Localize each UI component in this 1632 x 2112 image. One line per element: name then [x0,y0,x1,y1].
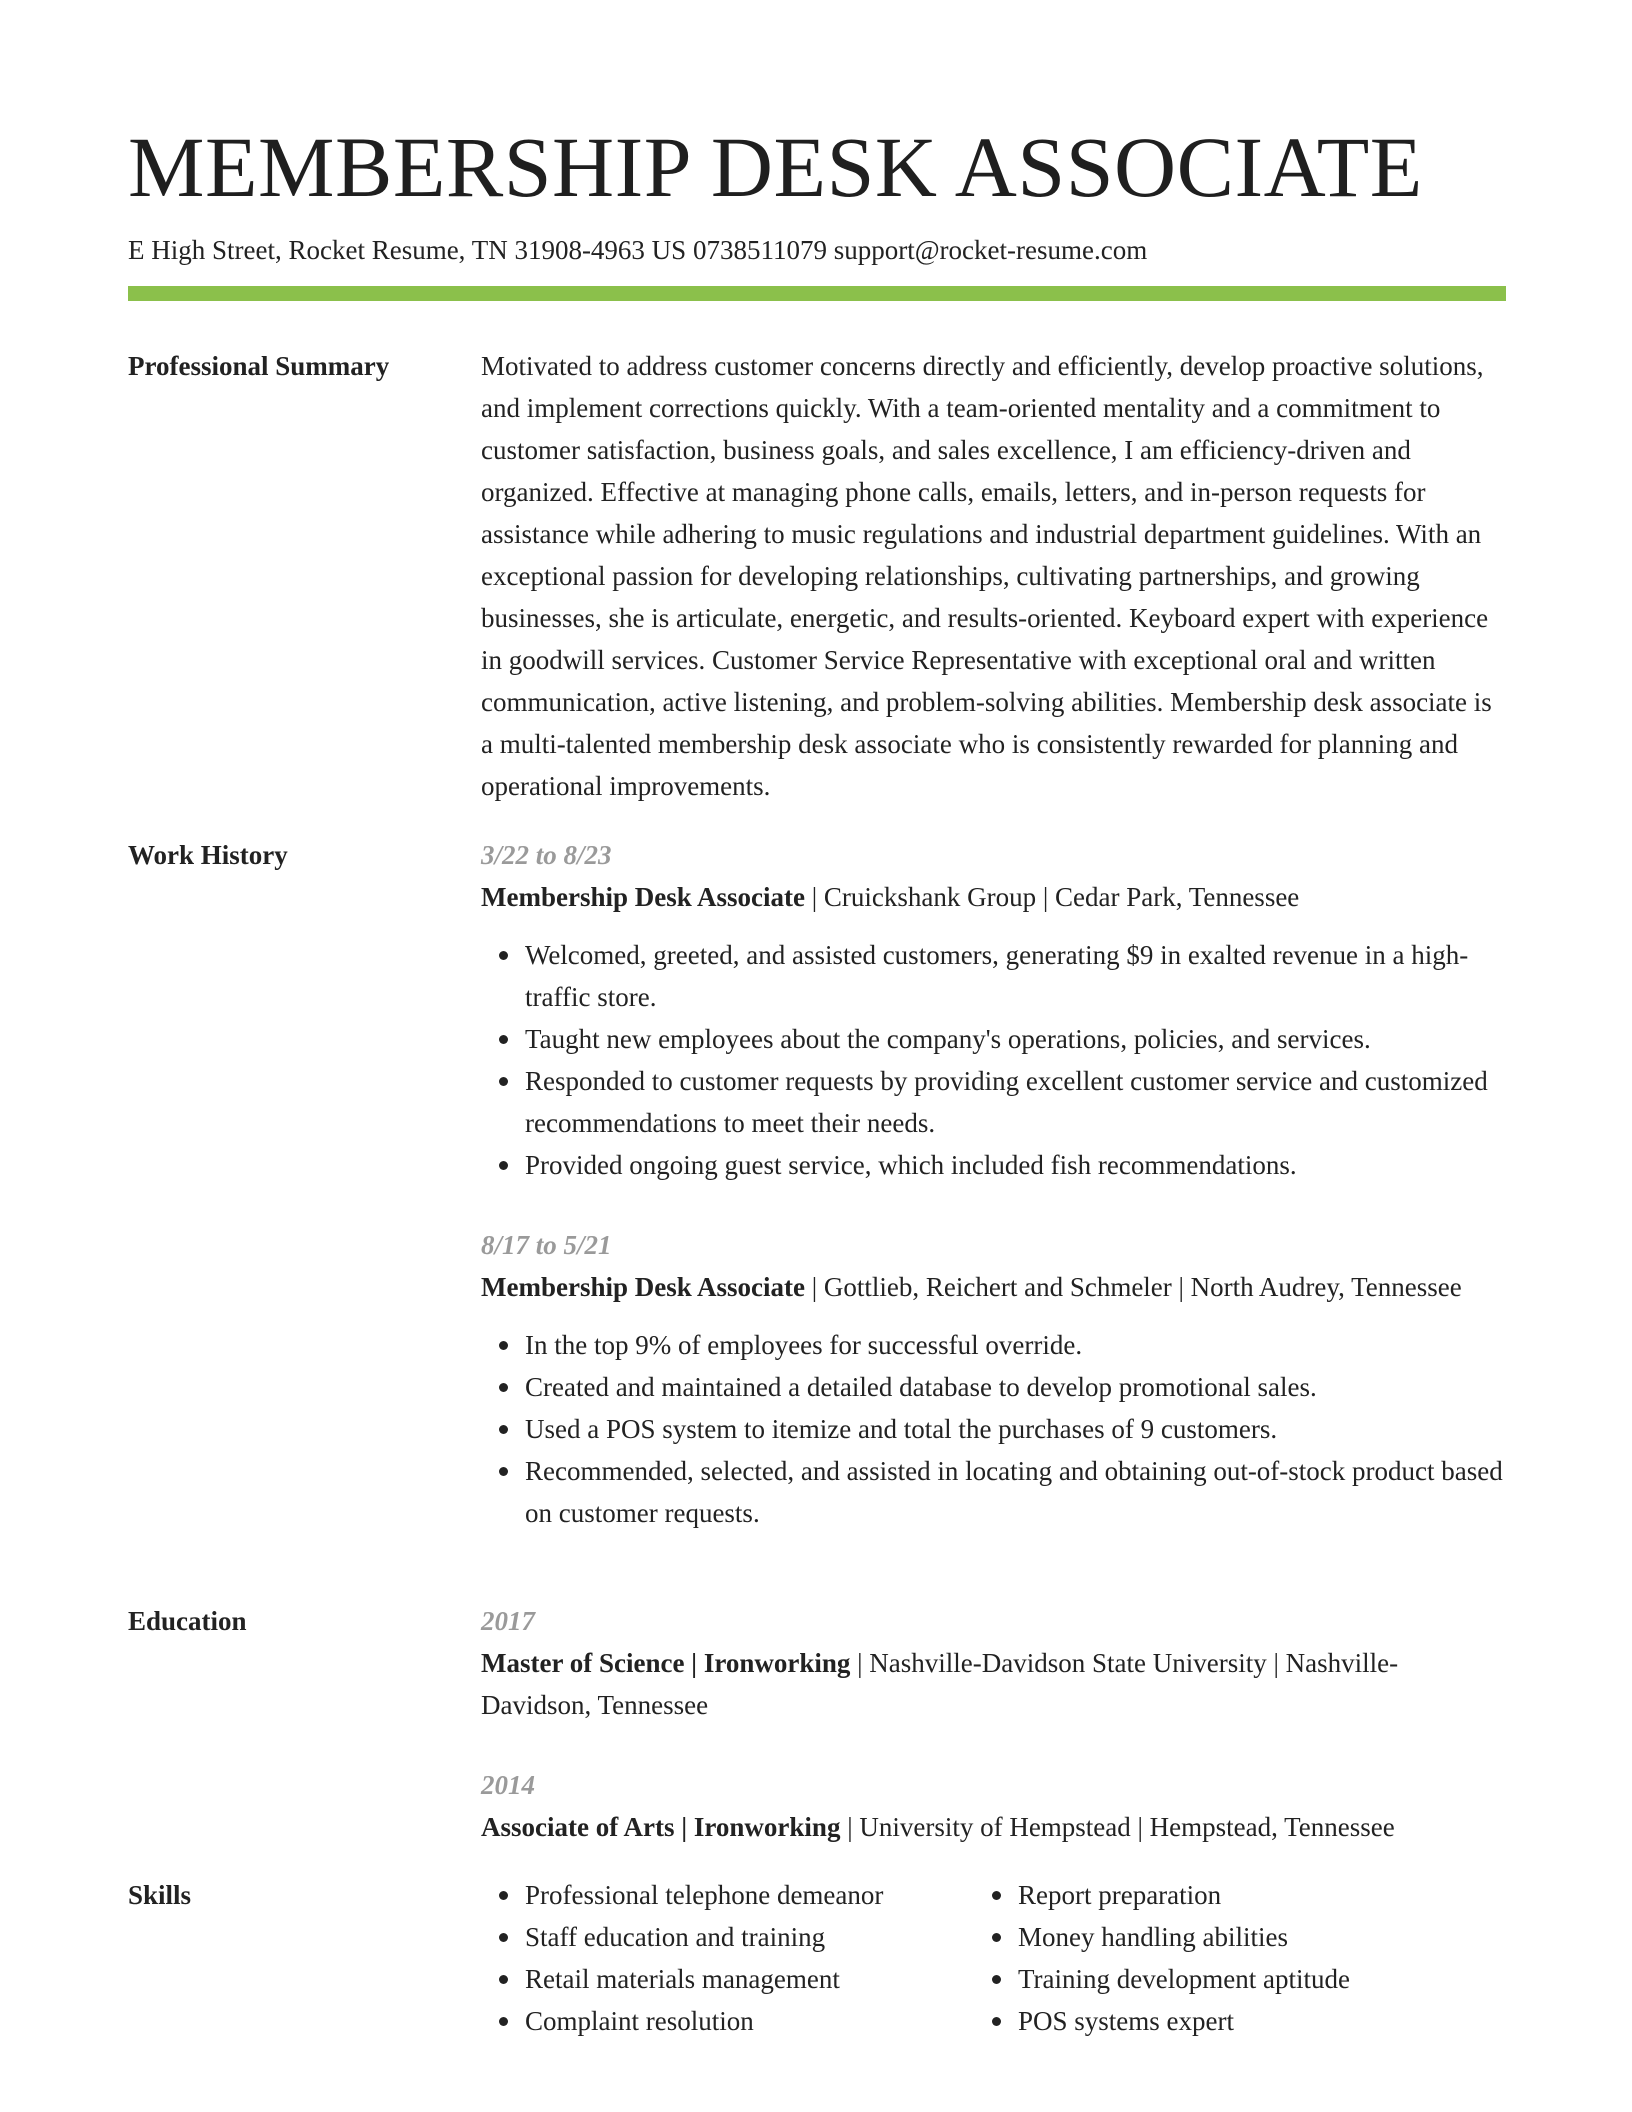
education-degree: Associate of Arts | Ironworking [481,1812,841,1842]
education-line [481,1806,1506,1848]
list-item: POS systems expert [1018,2000,1506,2042]
list-item: Provided ongoing guest service, which included fish recommendations. [525,1144,1506,1186]
job-bullets [481,934,1506,1186]
education-body [481,1600,1506,1848]
skills-list-left [481,1874,974,2042]
list-item: Responded to customer requests by providing excellent customer service and customized recommendations to meet their needs. [525,1060,1506,1144]
list-item: Taught new employees about the company's operations, policies, and services. [525,1018,1506,1060]
job-role-line [481,1266,1506,1308]
summary-body [481,345,1506,807]
list-item: Complaint resolution [525,2000,974,2042]
list-item: Welcomed, greeted, and assisted customers, generating $9 in exalted revenue in a high-traffic store. [525,934,1506,1018]
job-role-line [481,876,1506,918]
education-year: 2014 [481,1770,535,1800]
job-entry [481,1224,1506,1534]
list-item: Money handling abilities [1018,1916,1506,1958]
education-line [481,1642,1506,1726]
job-entry [481,834,1506,1186]
section-title-skills: Skills [128,1880,192,1910]
contact-line: E High Street, Rocket Resume, TN 31908-4963 US 0738511079 support@rocket-resume.com [128,235,1148,265]
header-divider [128,286,1506,301]
skills-body [481,1874,1506,2042]
list-item: Professional telephone demeanor [525,1874,974,1916]
skills-columns [481,1874,1506,2042]
education-year: 2017 [481,1606,535,1636]
section-title-work-history: Work History [128,840,288,870]
job-dates: 3/22 to 8/23 [481,840,612,870]
education-details: | Nashville-Davidson State University | Nashville-Davidson, Tennessee [481,1648,1399,1720]
education-entry [481,1764,1506,1848]
list-item: Staff education and training [525,1916,974,1958]
education-details: | University of Hempstead | Hempstead, Tennessee [840,1812,1395,1842]
skills-list-right [974,1874,1506,2042]
list-item: Retail materials management [525,1958,974,2000]
list-item: Used a POS system to itemize and total the purchases of 9 customers. [525,1408,1506,1450]
education-degree: Master of Science | Ironworking [481,1648,851,1678]
job-role: Membership Desk Associate [481,1272,805,1302]
list-item: Training development aptitude [1018,1958,1506,2000]
list-item: Recommended, selected, and assisted in locating and obtaining out-of-stock product based on customer requests. [525,1450,1506,1534]
summary-text: Motivated to address customer concerns directly and efficiently, develop proactive solutions, and implement corrections quickly. With a team-oriented mentality and a commitment to customer satisfaction, business goals, and sales excellence, I am efficiency-driven and organized. Effective at managing phone calls, emails, letters, and in-person requests for assistance while adhering to music regulations and industrial department guidelines. With an exceptional passion for developing relationships, cultivating partnerships, and growing businesses, she is articulate, energetic, and results-oriented. Keyboard expert with experience in goodwill services. Customer Service Representative with exceptional oral and written communication, active listening, and problem-solving abilities. Membership desk associate is a multi-talented membership desk associate who is consistently rewarded for planning and operational improvements. [481,351,1492,801]
list-item: Created and maintained a detailed database to develop promotional sales. [525,1366,1506,1408]
job-details: | Cruickshank Group | Cedar Park, Tennessee [804,882,1300,912]
list-item: In the top 9% of employees for successful override. [525,1324,1506,1366]
job-dates: 8/17 to 5/21 [481,1230,612,1260]
education-entry [481,1600,1506,1726]
work-history-body [481,834,1506,1534]
resume-title: MEMBERSHIP DESK ASSOCIATE [128,119,1423,215]
job-bullets [481,1324,1506,1534]
job-role: Membership Desk Associate [481,882,805,912]
job-details: | Gottlieb, Reichert and Schmeler | North Audrey, Tennessee [804,1272,1462,1302]
list-item: Report preparation [1018,1874,1506,1916]
section-title-education: Education [128,1606,247,1636]
section-title-summary: Professional Summary [128,351,390,381]
